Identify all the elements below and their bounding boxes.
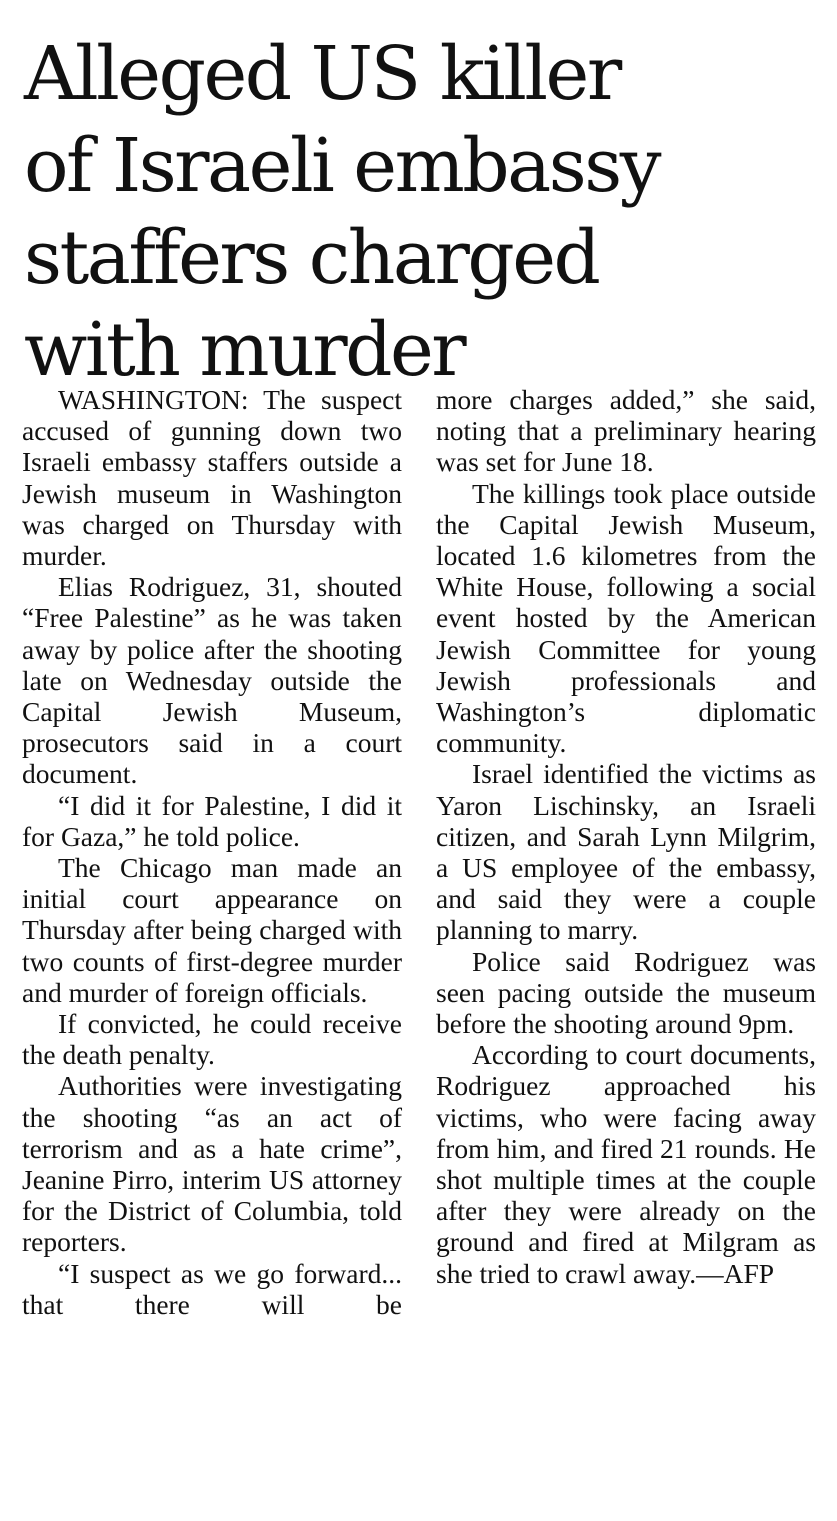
headline-line: Alleged US killer [24, 31, 620, 117]
body-paragraph: The Chicago man made an initial court appearance on Thursday after being charged with two counts of first-degree murder and murder of foreign officials. [22, 852, 402, 1008]
body-paragraph: The killings took place outside the Capital Jewish Museum, located 1.6 kilometres from the White House, following a social event hosted by the American Jewish Committee for young Jewish professionals and Washington’s diplomatic community. [436, 477, 816, 759]
body-column-right [436, 384, 816, 1289]
body-paragraph: “I did it for Palestine, I did it for Gaza,” he told police. [22, 789, 402, 852]
body-paragraph: WASHINGTON: The suspect accused of gunning down two Israeli embassy staffers outside a Jewish museum in Washington was charged on Thursday with murder. [22, 384, 402, 572]
body-paragraph: If convicted, he could receive the death penalty. [22, 1008, 402, 1071]
headline [24, 28, 814, 396]
body-paragraph: Israel identified the victims as Yaron Lischinsky, an Israeli citizen, and Sarah Lynn Milgrim, a US employee of the embassy, and said they were a couple planning to marry. [436, 758, 816, 946]
body-paragraph: Police said Rodriguez was seen pacing outside the museum before the shooting around 9pm. [436, 945, 816, 1040]
headline-line: staffers charged [24, 215, 599, 301]
body-paragraph: Authorities were investigating the shooting “as an act of terrorism and as a hate crime”, Jeanine Pirro, interim US attorney for the District of Columbia, told reporters. [22, 1070, 402, 1258]
body-paragraph: According to court documents, Rodriguez approached his victims, who were facing away from him, and fired 21 rounds. He shot multiple times at the couple after they were already on the ground and fired at Milgram as she tried to crawl away.—AFP [436, 1039, 816, 1289]
headline-line: with murder [24, 307, 465, 393]
headline-line: of Israeli embassy [24, 123, 660, 209]
body-paragraph: Elias Rodriguez, 31, shouted “Free Palestine” as he was taken away by police after the shooting late on Wednesday outside the Capital Jewish Museum, prosecutors said in a court document. [22, 571, 402, 790]
body-column-left [22, 384, 402, 1320]
body-paragraph: “I suspect as we go forward... that there will be [22, 1257, 402, 1320]
body-paragraph: more charges added,” she said, noting that a preliminary hearing was set for June 18. [436, 384, 816, 478]
